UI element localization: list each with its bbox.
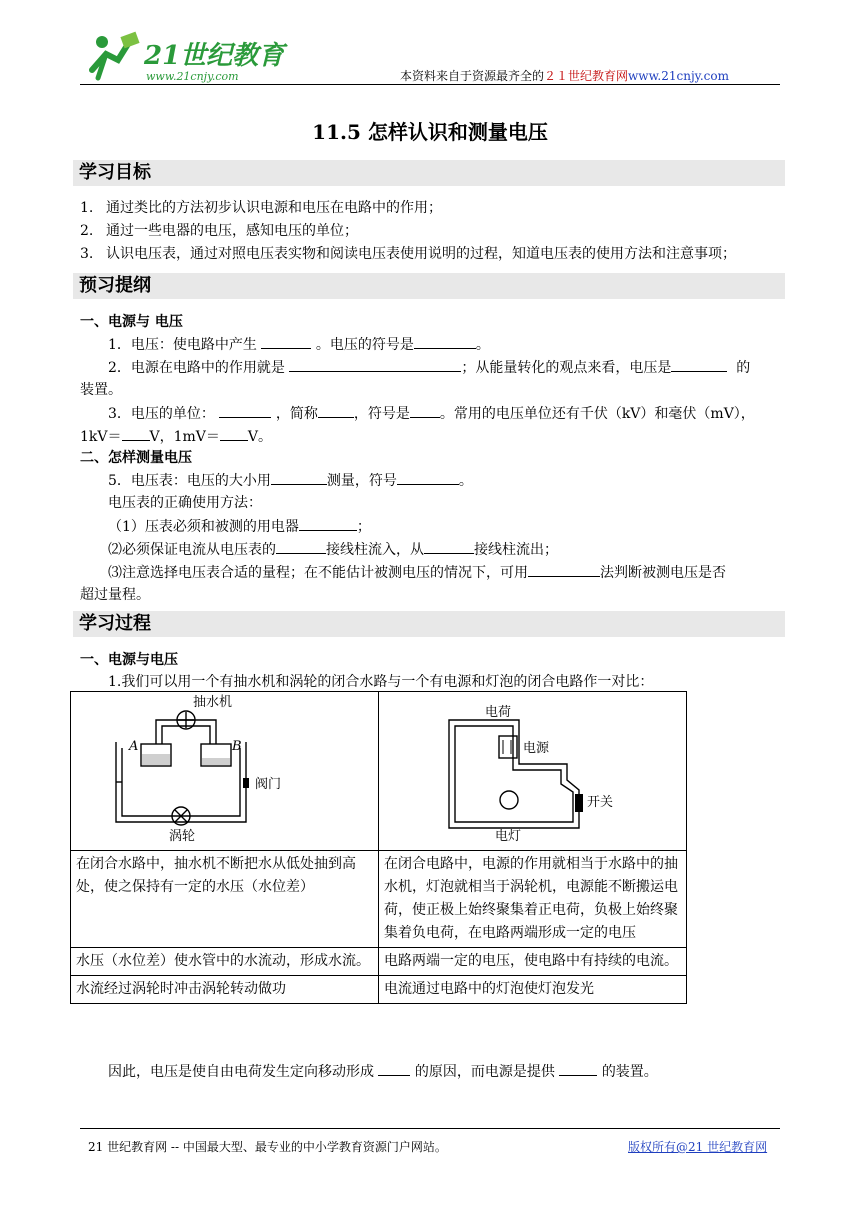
table-cell: 在闭合电路中，电源的作用就相当于水路中的抽水机，灯泡就相当于涡轮机，电源能不断搬运电荷，使正极上始终聚集着正电荷，负极上始终聚集着负电荷，在电路两端形成一定的电压 — [379, 851, 687, 948]
goal-item: 2. 通过一些电器的电压，感知电压的单位； — [80, 223, 358, 239]
question-1: 1．电压：使电路中产生 。电压的符号是 。 — [108, 334, 490, 355]
goal-item: 1. 通过类比的方法初步认识电源和电压在电路中的作用； — [80, 200, 442, 216]
label-switch: 开关 — [587, 795, 614, 810]
label-source: 电源 — [523, 741, 550, 756]
question-2-cont: 装置。 — [80, 382, 122, 398]
section-heading-goals: 学习目标 — [73, 160, 785, 186]
section-heading-preview: 预习提纲 — [73, 273, 785, 299]
header-divider — [80, 84, 780, 85]
question-5: 5．电压表：电压的大小用 测量，符号 。 — [108, 470, 473, 491]
electric-circuit-figure-cell — [379, 692, 687, 851]
header-note: 本资料来自于资源最齐全的２１世纪教育网www.21cnjy.com — [400, 69, 729, 83]
usage-rule-2: ⑵必须保证电流从电压表的 接线柱流入，从 接线柱流出； — [108, 539, 558, 560]
label-b: B — [232, 739, 242, 754]
goal-item: 3. 认识电压表，通过对照电压表实物和阅读电压表使用说明的过程，知道电压表的使用方法和注意事项； — [80, 246, 736, 262]
label-lamp: 电灯 — [495, 829, 522, 842]
runner-logo-icon — [92, 32, 140, 78]
label-charge: 电荷 — [485, 705, 512, 720]
table-cell: 电路两端一定的电压，使电路中有持续的电流。 — [379, 948, 687, 976]
subheading-measure-voltage: 二、怎样测量电压 — [80, 450, 192, 466]
question-3: 3．电压的单位： ，简称 ，符号是 。常用的电压单位还有千伏（kV）和毫伏（mV）， — [108, 403, 755, 424]
site-logo — [88, 30, 288, 88]
blank-field[interactable] — [299, 516, 357, 531]
footer-divider — [80, 1128, 780, 1129]
usage-rule-3-cont: 超过量程。 — [80, 587, 150, 603]
blank-field[interactable] — [410, 403, 440, 418]
blank-field[interactable] — [276, 539, 326, 554]
blank-field[interactable] — [378, 1061, 410, 1076]
blank-field[interactable] — [528, 562, 600, 577]
blank-field[interactable] — [289, 357, 461, 372]
question-3-cont: 1kV＝ V，1mV＝ V。 — [80, 426, 272, 447]
water-circuit-diagram — [71, 692, 377, 842]
usage-title: 电压表的正确使用方法： — [108, 495, 262, 511]
question-2: 2．电源在电路中的作用就是 ；从能量转化的观点来看，电压是 的 — [108, 357, 750, 378]
blank-field[interactable] — [414, 334, 476, 349]
usage-rule-1: （1）压表必须和被测的用电器 ； — [108, 516, 371, 537]
table-cell: 在闭合水路中，抽水机不断把水从低处抽到高处，使之保持有一定的水压（水位差） — [71, 851, 379, 948]
blank-field[interactable] — [271, 470, 327, 485]
table-cell: 水压（水位差）使水管中的水流动，形成水流。 — [71, 948, 379, 976]
comparison-table — [70, 691, 687, 1004]
blank-field[interactable] — [122, 426, 150, 441]
usage-rule-3: ⑶注意选择电压表合适的量程；在不能估计被测电压的情况下，可用 法判断被测电压是否 — [108, 562, 726, 583]
blank-field[interactable] — [424, 539, 474, 554]
table-cell: 水流经过涡轮时冲击涡轮转动做功 — [71, 976, 379, 1004]
subheading-power-voltage: 一、电源与 电压 — [80, 314, 183, 330]
conclusion: 因此，电压是使自由电荷发生定向移动形成 的原因，而电源是提供 的装置。 — [108, 1061, 658, 1082]
header-link[interactable]: www.21cnjy.com — [628, 69, 729, 83]
blank-field[interactable] — [397, 470, 459, 485]
footer-copyright-link[interactable]: 版权所有@21 世纪教育网 — [628, 1140, 768, 1154]
blank-field[interactable] — [318, 403, 354, 418]
blank-field[interactable] — [671, 357, 727, 372]
water-circuit-figure-cell — [71, 692, 379, 851]
electric-circuit-diagram — [379, 692, 685, 842]
blank-field[interactable] — [261, 334, 311, 349]
label-turbine: 涡轮 — [169, 829, 196, 842]
blank-field[interactable] — [219, 403, 271, 418]
table-cell: 电流通过电路中的灯泡使灯泡发光 — [379, 976, 687, 1004]
label-pump: 抽水机 — [193, 695, 233, 710]
blank-field[interactable] — [220, 426, 248, 441]
logo-text: 21世纪教育 — [144, 41, 285, 71]
logo-url: www.21cnjy.com — [146, 70, 239, 83]
comparison-intro: 1.我们可以用一个有抽水机和涡轮的闭合水路与一个有电源和灯泡的闭合电路作一对比： — [108, 674, 654, 690]
label-valve: 阀门 — [255, 777, 282, 792]
blank-field[interactable] — [559, 1061, 597, 1076]
page-title: 11.5 怎样认识和测量电压 — [312, 120, 548, 144]
footer-text: 21 世纪教育网 -- 中国最大型、最专业的中小学教育资源门户网站。 — [88, 1140, 447, 1154]
section-heading-process: 学习过程 — [73, 611, 785, 637]
subheading-power-voltage-2: 一、电源与电压 — [80, 652, 178, 668]
label-a: A — [129, 739, 139, 754]
